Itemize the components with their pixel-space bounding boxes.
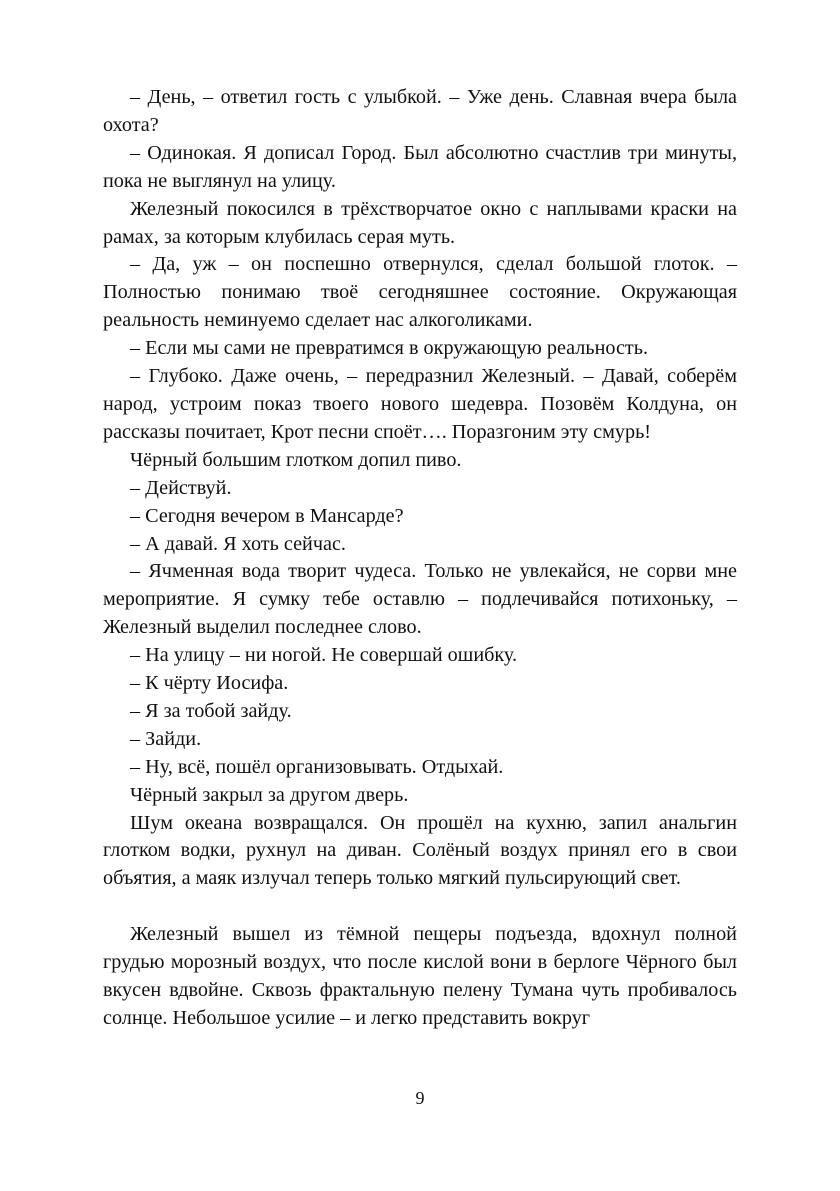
page-number: 9 [415,1088,425,1108]
section-break [103,893,737,921]
paragraph: – Ну, всё, пошёл организовывать. Отдыхай. [130,755,504,778]
paragraph: – Ячменная вода творит чудеса. Только не увлекайся, не сорви мне мероприятие. Я сумку тебе оставлю – подлечивайся потихоньку, – Железный выделил последнее слово. [103,560,737,639]
paragraph: – Действуй. [130,476,232,499]
paragraph: – Одинокая. Я дописал Город. Был абсолютно счастлив три минуты, пока не выглянул на улицу. [103,141,737,192]
paragraph: – Если мы сами не превратимся в окружающую реальность. [130,337,649,360]
page-body-text [103,84,737,1033]
paragraph: – На улицу – ни ногой. Не совершай ошибку. [130,644,518,667]
paragraph: – К чёрту Иосифа. [130,672,289,695]
paragraph: Железный покосился в трёхстворчатое окно с наплывами краски на рамах, за которым клубилась серая муть. [103,197,737,248]
paragraph: – Я за тобой зайду. [130,699,292,722]
paragraph: – А давай. Я хоть сейчас. [130,532,346,555]
paragraph: – Да, уж – он поспешно отвернулся, сделал большой глоток. – Полностью понимаю твоё сегодняшнее состояние. Окружающая реальность неминуемо сделает нас алкоголиками. [103,253,737,332]
paragraph: Шум океана возвращался. Он прошёл на кухню, запил анальгин глотком водки, рухнул на диван. Солёный воздух принял его в свои объятия, а маяк излучал теперь только мягкий пульсирующий свет. [103,811,737,890]
paragraph: Железный вышел из тёмной пещеры подъезда, вдохнул полной грудью морозный воздух, что после кислой вони в берлоге Чёрного был вкусен вдвойне. Сквозь фрактальную пелену Тумана чуть пробивалось солнце. Небольшое усилие – и легко представить вокруг [103,923,737,1029]
paragraph: – День, – ответил гость с улыбкой. – Уже день. Славная вчера была охота? [103,86,737,136]
paragraph: – Глубоко. Даже очень, – передразнил Железный. – Давай, соберём народ, устроим показ твоего нового шедевра. Позовём Колдуна, он рассказы почитает, Крот песни споёт…. Поразгоним эту смурь! [103,365,737,443]
paragraph: Чёрный закрыл за другом дверь. [130,783,409,806]
paragraph: Чёрный большим глотком допил пиво. [130,448,462,471]
paragraph: – Сегодня вечером в Мансарде? [130,504,404,527]
paragraph: – Зайди. [130,727,202,750]
